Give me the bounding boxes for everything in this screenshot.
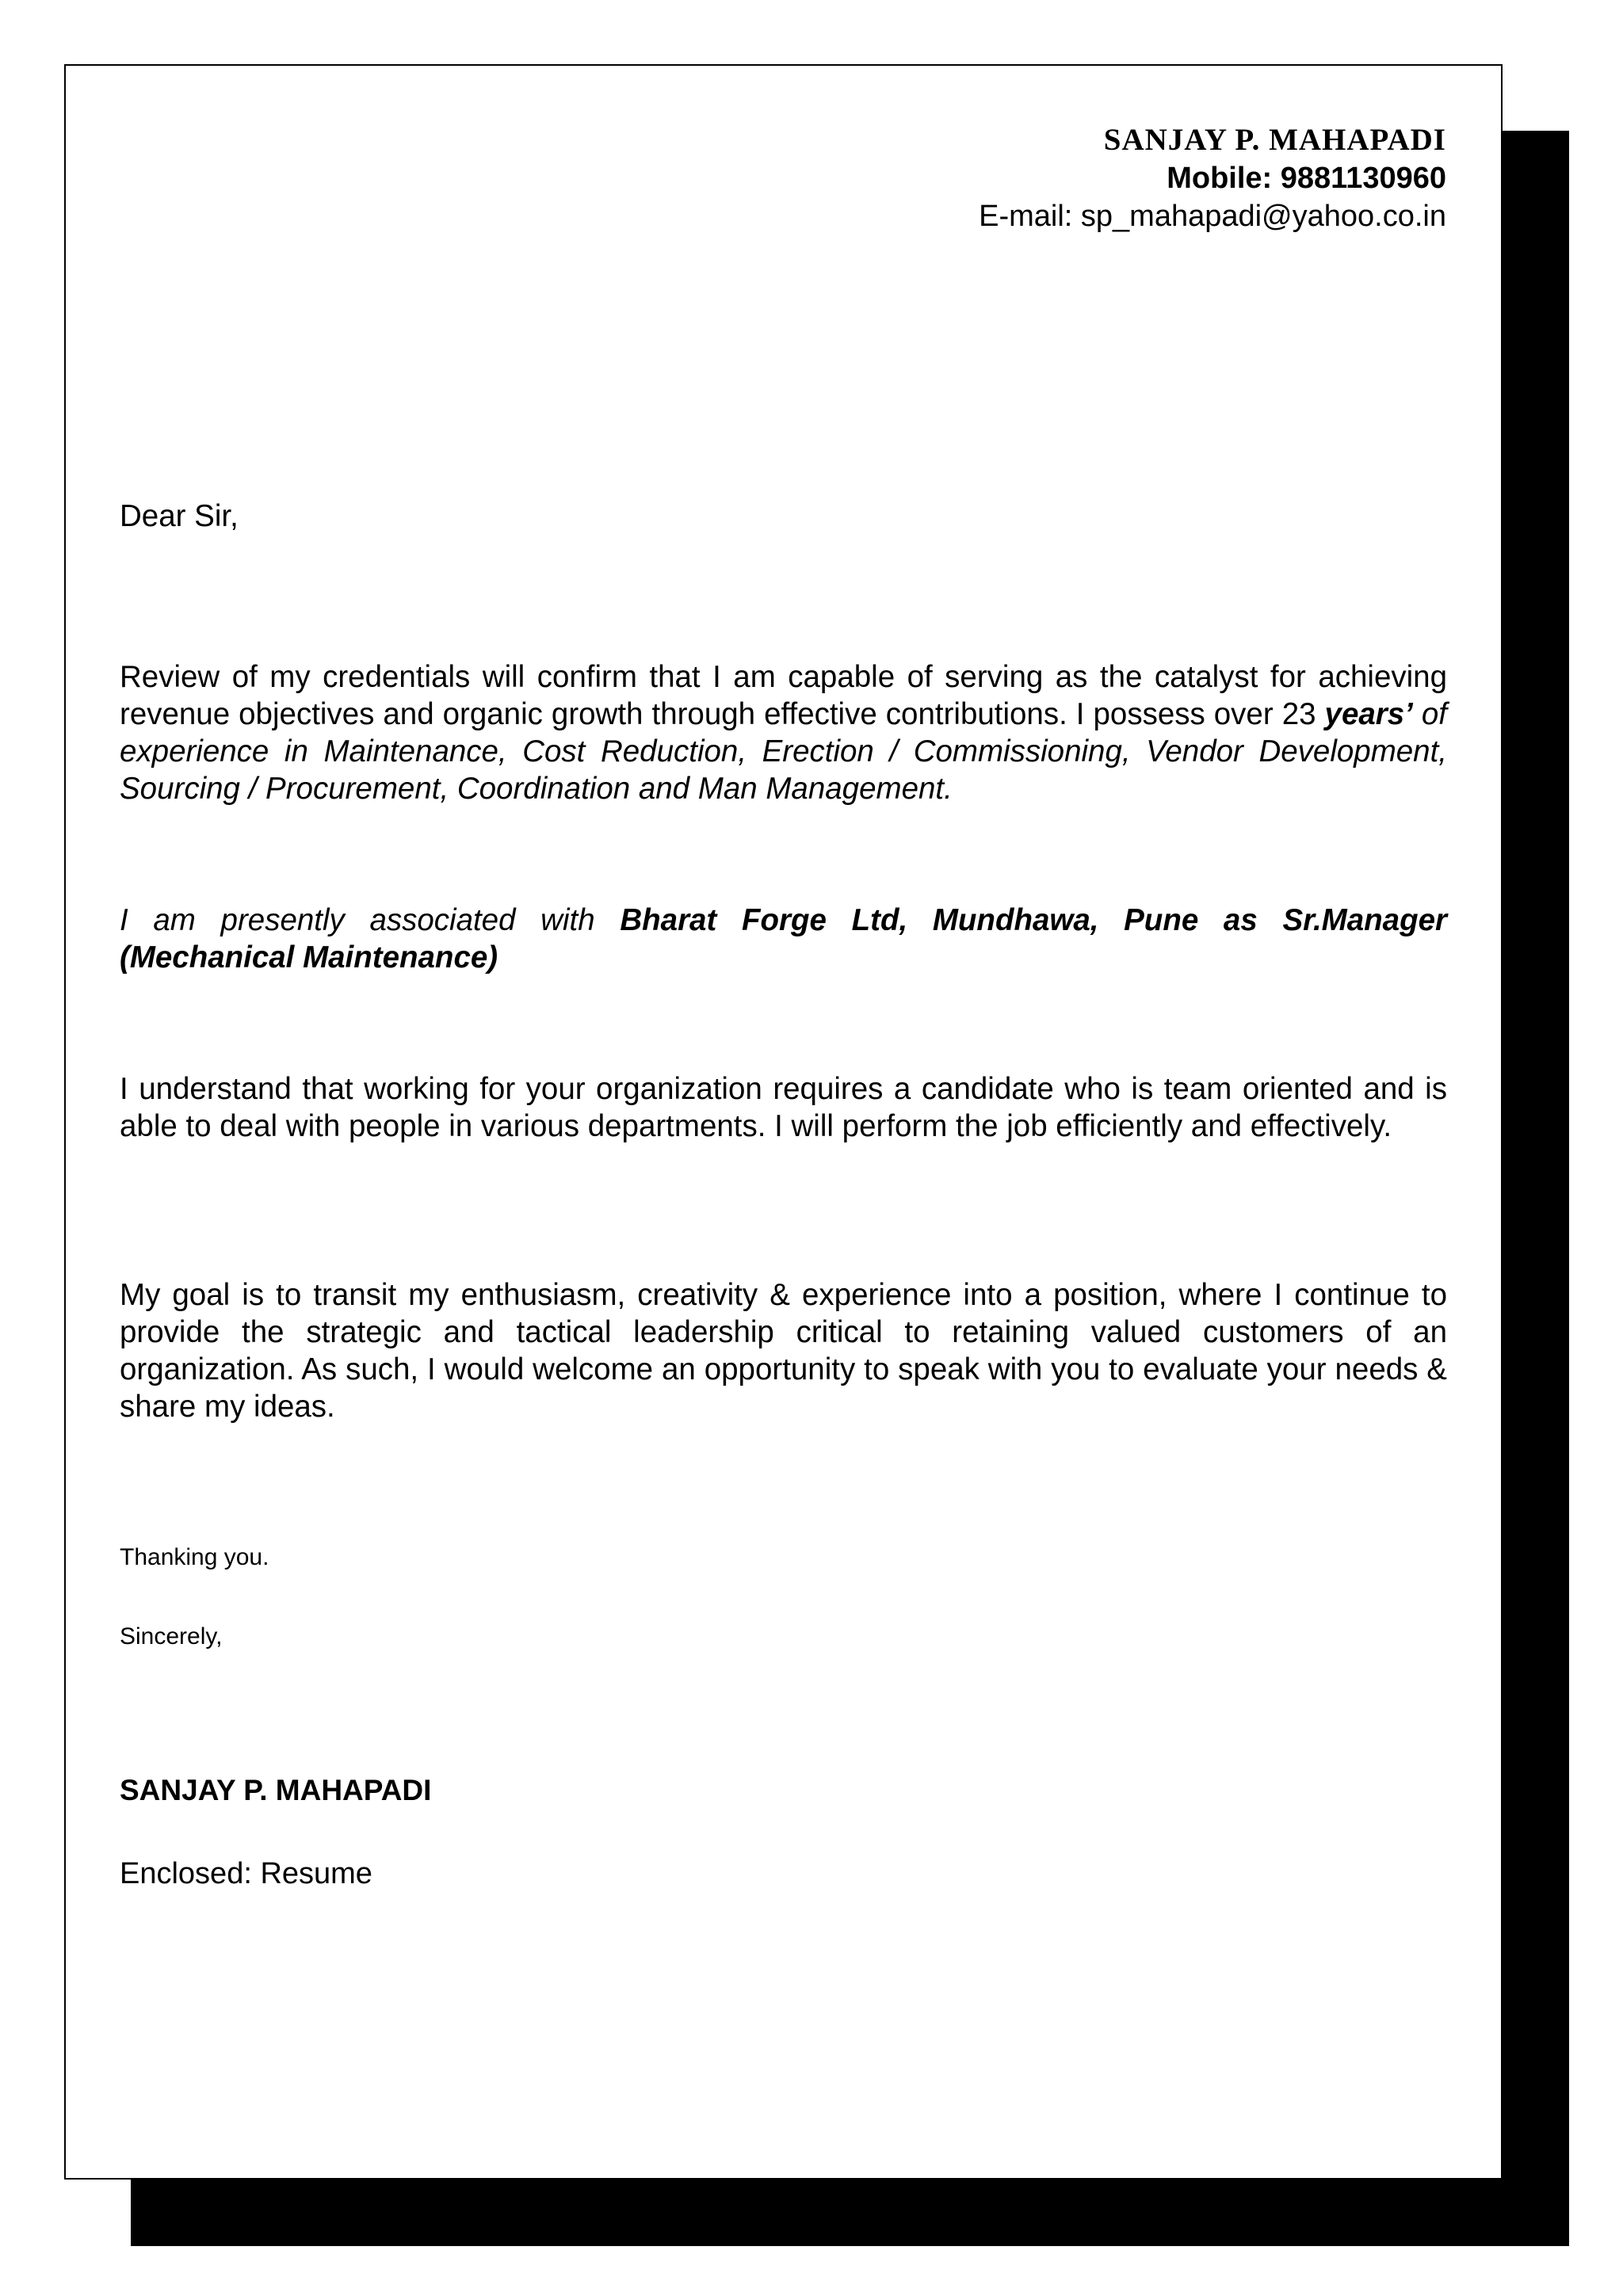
- paragraph-current-role: [120, 902, 1447, 976]
- paragraph-credentials-years: years’: [1324, 697, 1413, 731]
- signature-name: SANJAY P. MAHAPADI: [120, 1774, 432, 1806]
- letter-page: [64, 64, 1503, 2180]
- header-mobile: [979, 159, 1446, 197]
- mobile-number: 9881130960: [1280, 162, 1446, 195]
- paragraph-credentials-text-a: Review of my credentials will confirm that I am capable of serving as the catalyst for achieving revenue objectives and organic growth through effective contributions. I possess over 23: [120, 660, 1447, 731]
- header-email: [979, 197, 1446, 235]
- enclosure-line: Enclosed: Resume: [120, 1857, 372, 1890]
- paragraph-goal: My goal is to transit my enthusiasm, creativity & experience into a position, where I continue to provide the strategic and tactical leadership critical to retaining valued customers of an organization. As such, I would welcome an opportunity to speak with you to evaluate your needs & share my ideas.: [120, 1278, 1447, 1424]
- email-address[interactable]: sp_mahapadi@yahoo.co.in: [1080, 200, 1446, 233]
- closing-line: Sincerely,: [120, 1623, 223, 1650]
- paragraph-current-role-employer: Bharat Forge Ltd, Mundhawa, Pune as Sr.Manager (Mechanical Maintenance): [120, 903, 1447, 974]
- email-label: E-mail:: [979, 200, 1081, 233]
- paragraph-credentials-text-c: of experience in Maintenance, Cost Reduction, Erection / Commissioning, Vendor Development, Sourcing / Procurement, Coordination and Man Management.: [120, 697, 1448, 806]
- paragraph-current-role-text-a: I am presently associated with: [120, 903, 621, 937]
- paragraph-credentials: [120, 658, 1447, 807]
- mobile-label: Mobile:: [1167, 162, 1281, 195]
- letter-header: [979, 121, 1446, 235]
- paragraph-team: I understand that working for your organization requires a candidate who is team oriented and is able to deal with people in various departments. I will perform the job efficiently and effectively.: [120, 1072, 1447, 1143]
- header-name: SANJAY P. MAHAPADI: [1103, 123, 1446, 157]
- thanks-line: Thanking you.: [120, 1544, 269, 1570]
- salutation: Dear Sir,: [120, 499, 239, 533]
